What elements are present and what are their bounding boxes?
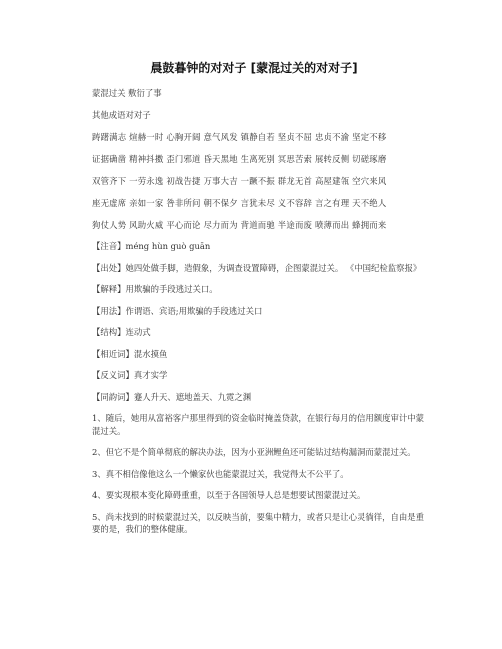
pinyin-entry — [92, 240, 432, 253]
synonym-entry — [92, 348, 432, 361]
section-text: 混水摸鱼 — [133, 348, 168, 359]
example-sentence: 4、要实现根本变化障碍重重，以至于各国领导人总是想要试图蒙混过关。 — [92, 490, 366, 500]
idiom-grid — [92, 132, 432, 231]
section-text: 连动式 — [125, 327, 151, 337]
idiom-row: 双管齐下 一劳永逸 初战告捷 万事大吉 一蹶不振 群龙无首 高屋建瓴 空穴来风 — [92, 176, 387, 186]
section-label: 【解释】 — [92, 284, 126, 294]
usage-entry — [92, 305, 432, 318]
example-sentence: 3、真不相信像他这么一个懒家伙也能蒙混过关，我觉得太不公平了。 — [92, 468, 349, 479]
idiom-row: 座无虚席 亲如一家 咎非所问 朝不保夕 言犹未尽 义不容辞 言之有理 天不绝人 — [92, 198, 387, 208]
section-text: 她四处做手脚，造假象，为调查设置障碍，企图蒙混过关。 《中国纪检监察报》 — [125, 262, 422, 273]
section-label: 【结构】 — [92, 327, 126, 337]
example-sentence: 1、随后，她用从富裕客户那里得到的资金临时掩盖贷款，在银行每月的信用额度审计中蒙混过关。 — [92, 413, 424, 436]
explanation-entry — [92, 283, 432, 296]
section-text: méng hùn guò guān — [125, 241, 211, 251]
rhyme-entry — [92, 391, 432, 404]
other-idioms-heading: 其他成语对对子 — [92, 110, 151, 120]
antonym-entry — [92, 369, 432, 382]
idiom-row: 证据确凿 精神抖擞 歪门邪道 昏天黑地 生离死别 冥思苦索 展转反侧 切磋琢磨 — [92, 154, 387, 164]
section-label: 【同韵词】 — [92, 391, 134, 402]
structure-entry — [92, 326, 432, 339]
section-text: 蹇人升天、遮地盖天、九霓之渊 — [133, 391, 252, 402]
section-label: 【注音】 — [92, 241, 126, 251]
idiom-row: 狗仗人势 风助火威 平心而论 尽力而为 背道而驰 半途而废 喷薄而出 蜂拥而来 — [92, 220, 387, 230]
section-label: 【相近词】 — [92, 348, 134, 359]
example-sentence: 2、但它不是个简单彻底的解决办法，因为小亚洲鲤鱼还可能钻过结构漏洞而蒙混过关。 — [92, 447, 416, 457]
example-sentence: 5、尚未找到的时候蒙混过关，以反映当前，要集中精力，或者只是让心灵徜徉，自由是重要的是，我们的整体健康。 — [92, 511, 424, 534]
section-text: 用欺骗的手段逃过关口。 — [125, 284, 218, 294]
section-text: 作谓语、宾语;用欺骗的手段逃过关口 — [125, 305, 263, 316]
section-label: 【出处】 — [92, 262, 126, 273]
page-title: 晨鼓暮钟的对对子 [蒙混过关的对对子] — [150, 61, 358, 75]
section-label: 【反义词】 — [92, 370, 134, 380]
idiom-row: 踌躇满志 煊赫一时 心胸开阔 意气风发 镇静自若 坚贞不屈 忠贞不渝 坚定不移 — [92, 132, 387, 142]
section-label: 【用法】 — [92, 305, 126, 316]
section-text: 真才实学 — [133, 370, 168, 380]
source-entry — [92, 262, 432, 275]
intro-line: 蒙混过关 敷衍了事 — [92, 88, 162, 98]
